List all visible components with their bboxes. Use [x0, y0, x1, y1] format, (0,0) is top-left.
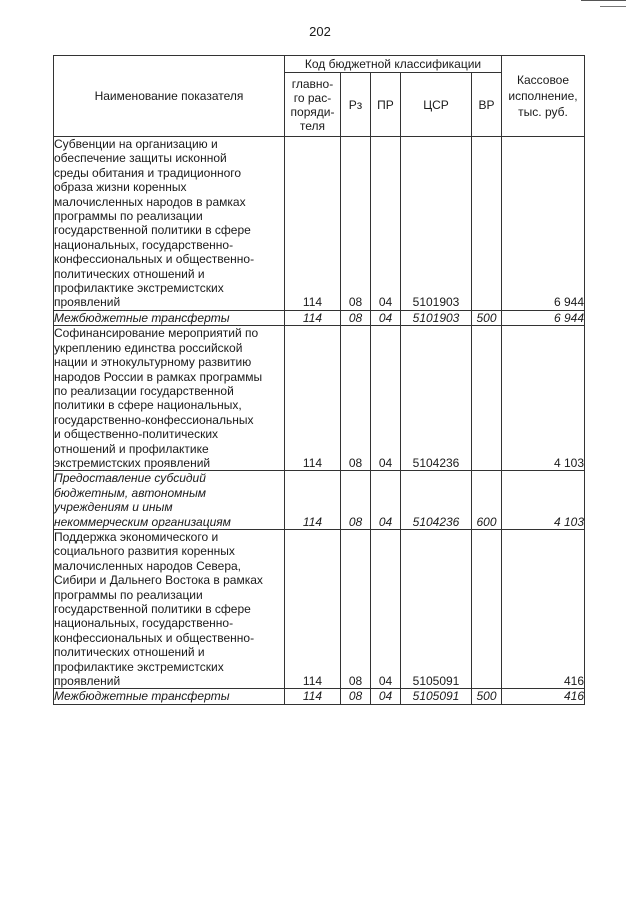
row-pr: 04: [371, 326, 401, 471]
page-number: 202: [309, 24, 331, 39]
table-row: [54, 137, 585, 311]
row-name: Межбюджетные трансферты: [54, 310, 285, 325]
row-pr: 04: [371, 689, 401, 704]
row-csr: 5104236: [401, 326, 472, 471]
header-amount: Кассовое исполнение, тыс. руб.: [502, 56, 585, 137]
row-csr: 5101903: [401, 137, 472, 311]
table-row: [54, 689, 585, 704]
table-row: [54, 326, 585, 471]
row-main-manager: 114: [285, 326, 341, 471]
row-amount: 6 944: [502, 310, 585, 325]
row-csr: 5104236: [401, 471, 472, 530]
row-csr: 5105091: [401, 529, 472, 688]
row-csr: 5101903: [401, 310, 472, 325]
row-name: Софинансирование мероприятий по укреплению единства российской нации и этнокультурному развитию народов России в рамках программы по реализации государственной политики в сфере национальных, государственно-конфессиональных и общественно-политических отношений и профилактике экстремистских проявлений: [54, 326, 285, 471]
row-name: Предоставление субсидий бюджетным, автономным учреждениям и иным некоммерческим организациям: [54, 471, 285, 530]
header-main-manager: главно- го рас- поряди- теля: [285, 73, 341, 137]
row-rz: 08: [341, 529, 371, 688]
row-vr: 500: [472, 310, 502, 325]
table-row: [54, 529, 585, 688]
header-vr: ВР: [472, 73, 502, 137]
row-amount: 4 103: [502, 471, 585, 530]
row-main-manager: 114: [285, 471, 341, 530]
row-pr: 04: [371, 310, 401, 325]
header-rz: Рз: [341, 73, 371, 137]
row-vr: [472, 326, 502, 471]
row-rz: 08: [341, 310, 371, 325]
row-vr: 600: [472, 471, 502, 530]
row-amount: 6 944: [502, 137, 585, 311]
row-amount: 416: [502, 529, 585, 688]
row-main-manager: 114: [285, 137, 341, 311]
header-code-group: Код бюджетной классификации: [285, 56, 502, 73]
row-rz: 08: [341, 689, 371, 704]
row-rz: 08: [341, 471, 371, 530]
row-pr: 04: [371, 137, 401, 311]
top-edge-line: [581, 0, 626, 1]
row-vr: [472, 529, 502, 688]
row-vr: 500: [472, 689, 502, 704]
row-csr: 5105091: [401, 689, 472, 704]
row-name: Межбюджетные трансферты: [54, 689, 285, 704]
row-rz: 08: [341, 137, 371, 311]
table-row: [54, 310, 585, 325]
row-amount: 416: [502, 689, 585, 704]
table-row: [54, 471, 585, 530]
row-vr: [472, 137, 502, 311]
row-name: Субвенции на организацию и обеспечение защиты исконной среды обитания и традиционного образа жизни коренных малочисленных народов в рамках программы по реализации государственной политики в сфере национальных, государственно- конфессиональных и общественно- политических отношений и профилактике экстремистских проявлений: [54, 137, 285, 311]
row-name: Поддержка экономического и социального развития коренных малочисленных народов Севера, Сибири и Дальнего Востока в рамках программы по реализации государственной политики в сфере национальных, государственно- конфессиональных и общественно- политических отношений и профилактике экстремистских проявлений: [54, 529, 285, 688]
table-header-row-1: [54, 56, 585, 73]
row-pr: 04: [371, 529, 401, 688]
row-pr: 04: [371, 471, 401, 530]
top-edge-line-short: [600, 6, 626, 7]
row-amount: 4 103: [502, 326, 585, 471]
row-rz: 08: [341, 326, 371, 471]
header-name: Наименование показателя: [54, 56, 285, 137]
header-csr: ЦСР: [401, 73, 472, 137]
row-main-manager: 114: [285, 529, 341, 688]
row-main-manager: 114: [285, 689, 341, 704]
budget-table: [53, 55, 585, 705]
header-pr: ПР: [371, 73, 401, 137]
row-main-manager: 114: [285, 310, 341, 325]
